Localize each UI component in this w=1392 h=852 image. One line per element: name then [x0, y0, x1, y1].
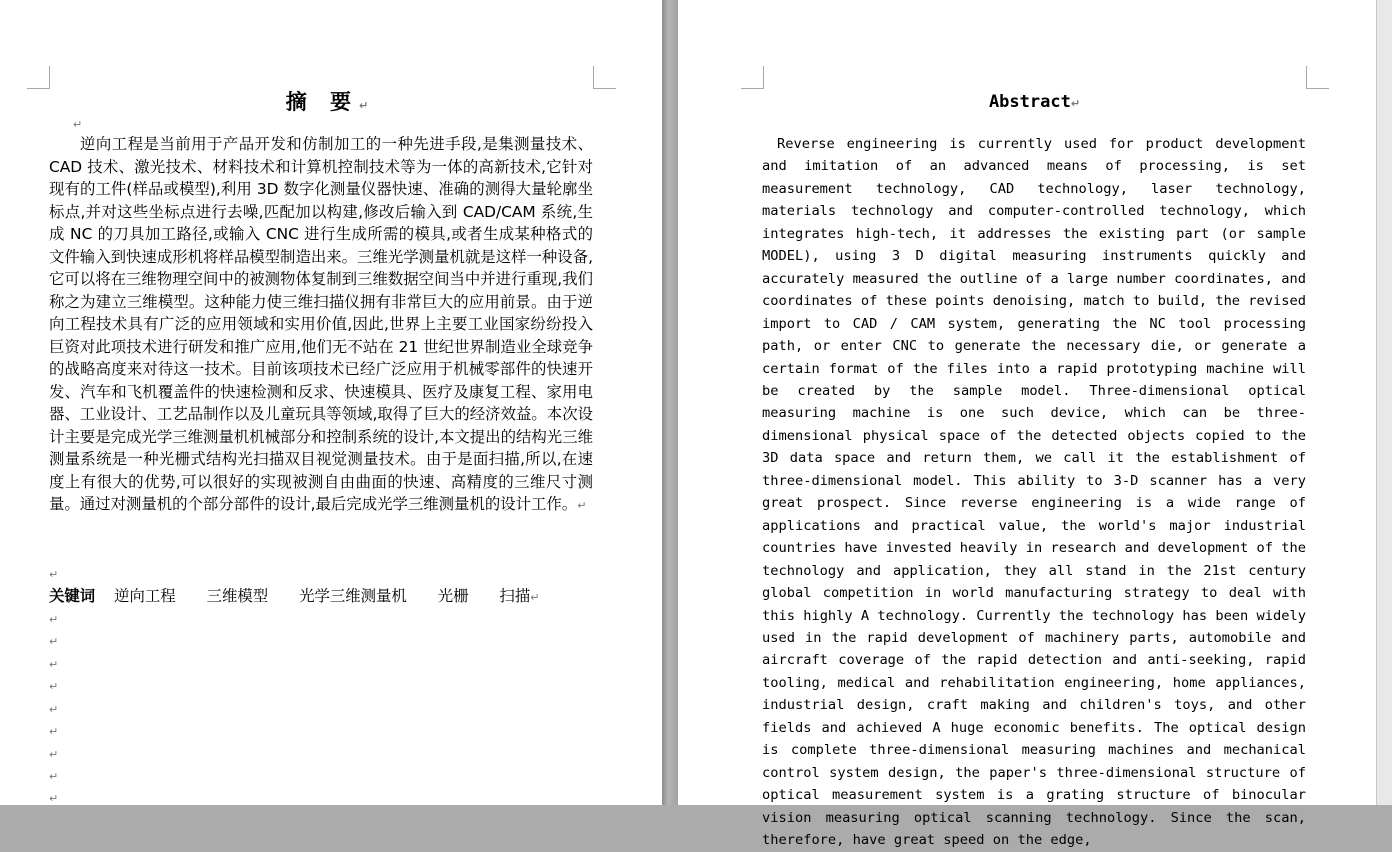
keyword: 逆向工程: [114, 587, 176, 605]
keywords-line: 关键词 逆向工程 三维模型 光学三维测量机 光栅 扫描↵: [49, 587, 540, 605]
paragraph-mark: ↵: [49, 613, 59, 626]
english-abstract-body: Reverse engineering is currently used for product development and imitation of an advanced means of processing, is set measurement technology, CAD technology, laser technology, materials technology and computer-controlled technology, which integrates high-tech, it addresses the existing part (or sample MODEL), using 3 D digital measuring instruments quickly and accurately measured the outline of a large number coordinates, and coordinates of these points denoising, match to build, the revised import to CAD / CAM system, generating the NC tool processing path, or enter CNC to generate the necessary die, or generate a certain format of the files into a rapid prototyping machine will be created by the sample model. Three-dimensional optical measuring machine is one such device, which can be three-dimensional physical space of the detected objects copied to the 3D data space and return them, we call it the establishment of three-dimensional model. This ability to 3-D scanner has a very great prospect. Since reverse engineering is a wide range of applications and practical value, the world's major industrial countries have invested heavily in research and development of the technology and application, they all stand in the 21st century global competition in world manufacturing strategy to deal with this highly A technology. Currently the technology has been widely used in the rapid development of machinery parts, automobile and aircraft coverage of the rapid detection and anti-seeking, rapid tooling, medical and rehabilitation engineering, home appliances, industrial design, craft making and children's toys, and other fields and achieved A huge economic benefits. The optical design is complete three-dimensional measuring machines and mechanical control system design, the paper's three-dimensional structure of optical measurement system is a grating structure of binocular vision measuring optical scanning technology. Since the scan, therefore, have great speed on the edge,: [762, 136, 1306, 849]
paragraph-mark: ↵: [49, 703, 59, 716]
paragraph-mark: ↵: [73, 118, 83, 131]
margin-corner-top-right: [1306, 66, 1329, 89]
keyword: 三维模型: [206, 587, 269, 605]
keyword: 扫描: [499, 587, 531, 605]
vertical-scrollbar[interactable]: [1376, 0, 1392, 805]
chinese-abstract-body: 逆向工程是当前用于产品开发和仿制加工的一种先进手段,是集测量技术、CAD 技术、激光技术、材料技术和计算机控制技术等为一体的高新技术,它针对现有的工件(样品或模型),利用 3D 数字化测量仪器快速、准确的测得大量轮廓坐标点,并对这些坐标点进行去噪,匹配加以构建,修改后输入到 CAD/CAM 系统,生成 NC 的刀具加工路径,或输入 CNC 进行生成所需的模具,或者生成某种格式的文件输入到快速成形机将样品模型制造出来。三维光学测量机就是这样一种设备,它可以将在三维物理空间中的被测物体复制到三维数据空间当中并进行重现,我们称之为建立三维模型。这种能力使三维扫描仪拥有非常巨大的应用前景。由于逆向工程技术具有广泛的应用领域和实用价值,因此,世界上主要工业国家纷纷投入巨资对此项技术进行研发和推广应用,他们无不站在 21 世纪世界制造业全球竞争的战略高度来对待这一技术。目前该项技术已经广泛应用于机械零部件的快速开发、汽车和飞机覆盖件的快速检测和反求、快速模具、医疗及康复工程、家用电器、工业设计、工艺品制作以及儿童玩具等领域,取得了巨大的经济效益。本次设计主要是完成光学三维测量机机械部分和控制系统的设计,本文提出的结构光三维测量系统是一种光栅式结构光扫描双目视觉测量技术。由于是面扫描,所以,在速度上有很大的优势,可以很好的实现被测自由曲面的快速、高精度的三维尺寸测量。通过对测量机的个部分部件的设计,最后完成光学三维测量机的设计工作。↵: [49, 135, 593, 513]
paragraph-mark: ↵: [49, 680, 59, 693]
keyword: 光学三维测量机: [299, 587, 407, 605]
keywords-label: 关键词: [49, 587, 96, 605]
page-gap: [662, 0, 678, 805]
margin-corner-top-left: [741, 66, 764, 89]
paragraph-mark: ↵: [49, 725, 59, 738]
english-abstract-title: Abstract↵: [988, 92, 1081, 112]
paragraph-mark: ↵: [49, 635, 59, 648]
paragraph-mark: ↵: [49, 770, 59, 783]
paragraph-mark: ↵: [49, 658, 59, 671]
keyword: 光栅: [437, 587, 469, 605]
chinese-abstract-title: 摘 要↵: [285, 90, 377, 114]
paragraph-mark: ↵: [49, 792, 59, 805]
paragraph-mark: ↵: [49, 748, 59, 761]
paragraph-mark: ↵: [49, 568, 59, 581]
